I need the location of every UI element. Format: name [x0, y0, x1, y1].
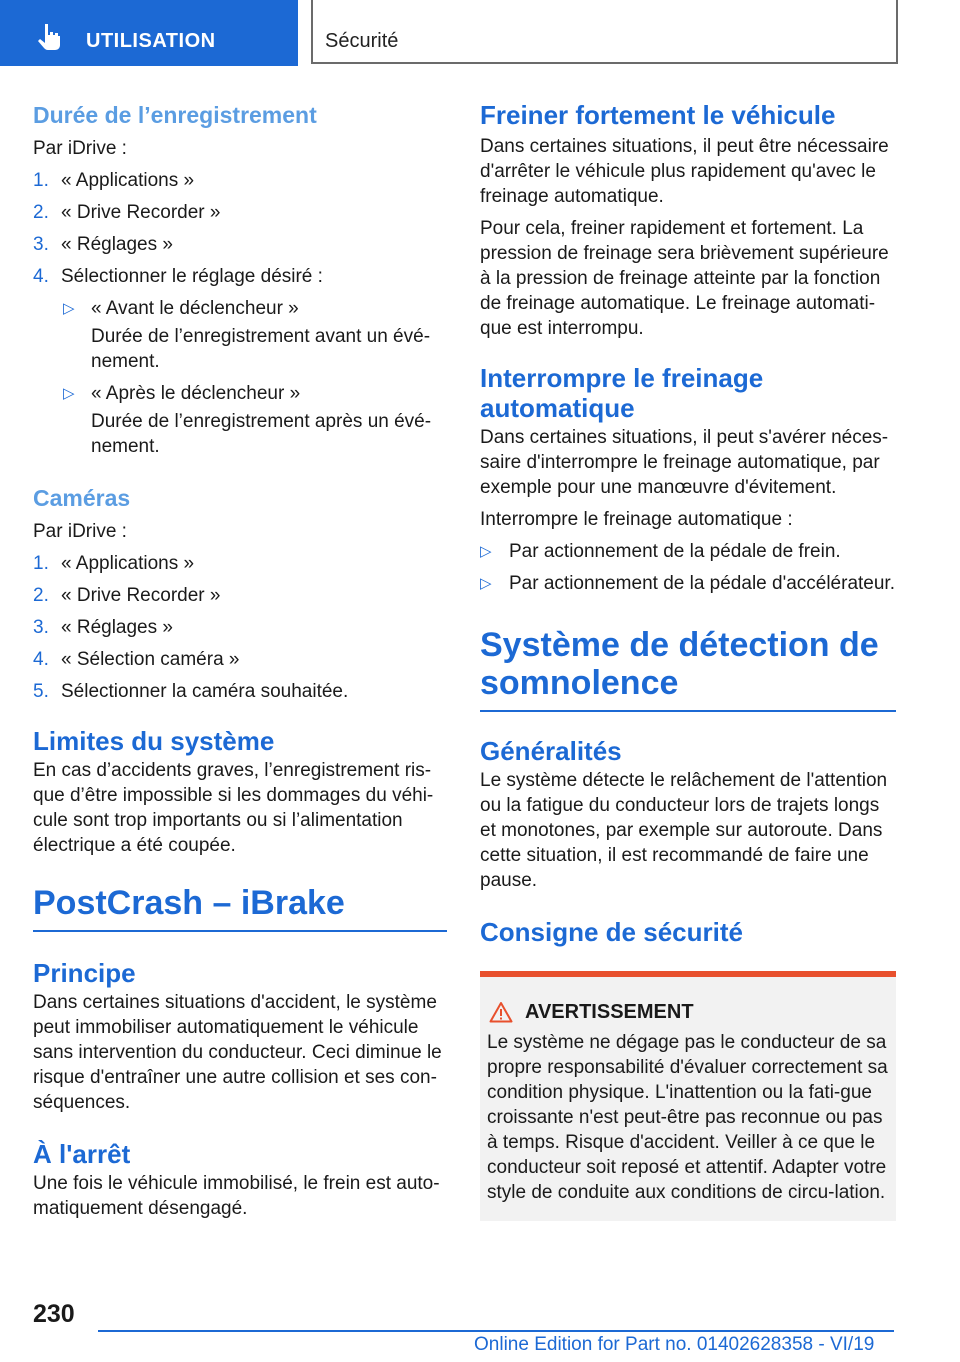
heading-duree: Durée de l’enregistrement [33, 102, 317, 128]
list-item: ▷ Par actionnement de la pédale d'accélérateur. [480, 573, 895, 594]
list-item: ▷ Par actionnement de la pédale de frein. [480, 541, 841, 562]
list-item: 1. « Applications » [33, 170, 195, 191]
interrompre-bullets [480, 539, 896, 596]
duree-steps [33, 168, 447, 289]
warning-text: Le système ne dégage pas le conducteur de sa propre responsabilité d'évaluer correctement sa condition physique. L'inattention ou la fati-gue croissante n'est peut-être pas reconnue ou pas à temps. Risque d'accident. Veiller à ce que le conducteur soit reposé et attentif. Adapter votre style de conduite aux conditions de circu-lation. [487, 1032, 888, 1203]
heading-principe: Principe [33, 958, 136, 988]
footer-divider [98, 1330, 894, 1332]
chapter-header [311, 0, 898, 64]
right-column [480, 100, 896, 1221]
heading-systeme: Système de détection de somnolence [480, 626, 879, 702]
hand-pointer-icon [36, 22, 64, 50]
cameras-steps [33, 551, 447, 704]
principe-text: Dans certaines situations d'accident, le système peut immobiliser automatiquement le véhicule sans intervention du conducteur. Ceci diminue le risque d'entraîner une autre collision et ses con-séquences. [33, 992, 442, 1113]
section-divider [480, 710, 896, 712]
list-item: 3. « Réglages » [33, 617, 173, 638]
heading-limites: Limites du système [33, 726, 275, 756]
triangle-bullet-icon: ▷ [63, 385, 75, 402]
list-item: 1. « Applications » [33, 553, 195, 574]
freiner-p2: Pour cela, freiner rapidement et fortement. La pression de freinage sera brièvement supérieure à la pression de freinage atteinte par la fonction de freinage automatique. Le freinage automati-que est interrompu. [480, 218, 889, 339]
cameras-intro: Par iDrive : [33, 521, 127, 542]
list-item: 2. « Drive Recorder » [33, 585, 221, 606]
warning-box [480, 971, 896, 1221]
list-item: 4. « Sélection caméra » [33, 649, 240, 670]
section-tab[interactable] [0, 0, 298, 66]
triangle-bullet-icon: ▷ [63, 300, 75, 317]
heading-cameras: Caméras [33, 485, 131, 511]
warning-triangle-icon [489, 1001, 513, 1023]
heading-generalites: Généralités [480, 736, 622, 766]
list-item: 2. « Drive Recorder » [33, 202, 221, 223]
warning-title: AVERTISSEMENT [487, 999, 890, 1025]
list-item: ▷ « Avant le déclencheur » Durée de l’enregistrement avant un évé-nement. [63, 298, 431, 372]
heading-consigne: Consigne de sécurité [480, 917, 743, 947]
duree-options [33, 296, 447, 459]
edition-text: Online Edition for Part no. 01402628358 - VI/19 [474, 1334, 875, 1355]
arret-text: Une fois le véhicule immobilisé, le frein est auto-matiquement désengagé. [33, 1173, 440, 1219]
interrompre-p2: Interrompre le freinage automatique : [480, 509, 793, 530]
section-divider [33, 930, 447, 932]
triangle-bullet-icon: ▷ [480, 543, 492, 560]
list-item: ▷ « Après le déclencheur » Durée de l’enregistrement après un évé-nement. [63, 383, 432, 457]
heading-freiner: Freiner fortement le véhicule [480, 100, 836, 130]
list-item: 3. « Réglages » [33, 234, 173, 255]
limites-text: En cas d’accidents graves, l’enregistrement ris-que d’être impossible si les dommages du véhi-cule sont trop importants ou si l’alimentation électrique a été coupée. [33, 760, 434, 856]
heading-postcrash: PostCrash – iBrake [33, 884, 345, 922]
list-item: 4. Sélectionner le réglage désiré : [33, 266, 323, 287]
heading-interrompre: Interrompre le freinage automatique [480, 363, 764, 423]
list-item: 5. Sélectionner la caméra souhaitée. [33, 681, 349, 702]
freiner-p1: Dans certaines situations, il peut être nécessaire d'arrêter le véhicule plus rapidement qu'avec le freinage automatique. [480, 136, 889, 207]
triangle-bullet-icon: ▷ [480, 575, 492, 592]
heading-arret: À l'arrêt [33, 1139, 131, 1169]
page-number: 230 [33, 1300, 75, 1328]
section-label: UTILISATION [86, 30, 216, 52]
chapter-label: Sécurité [325, 30, 399, 52]
interrompre-p1: Dans certaines situations, il peut s'avérer néces-saire d'interrompre le freinage automatique, par exemple pour une manœuvre d'évitement. [480, 427, 889, 498]
left-column [33, 100, 447, 1221]
generalites-text: Le système détecte le relâchement de l'attention ou la fatigue du conducteur lors de trajets longs et monotones, par exemple sur autoroute. Dans cette situation, il est recommandé de faire une pause. [480, 770, 888, 891]
duree-intro: Par iDrive : [33, 138, 127, 159]
